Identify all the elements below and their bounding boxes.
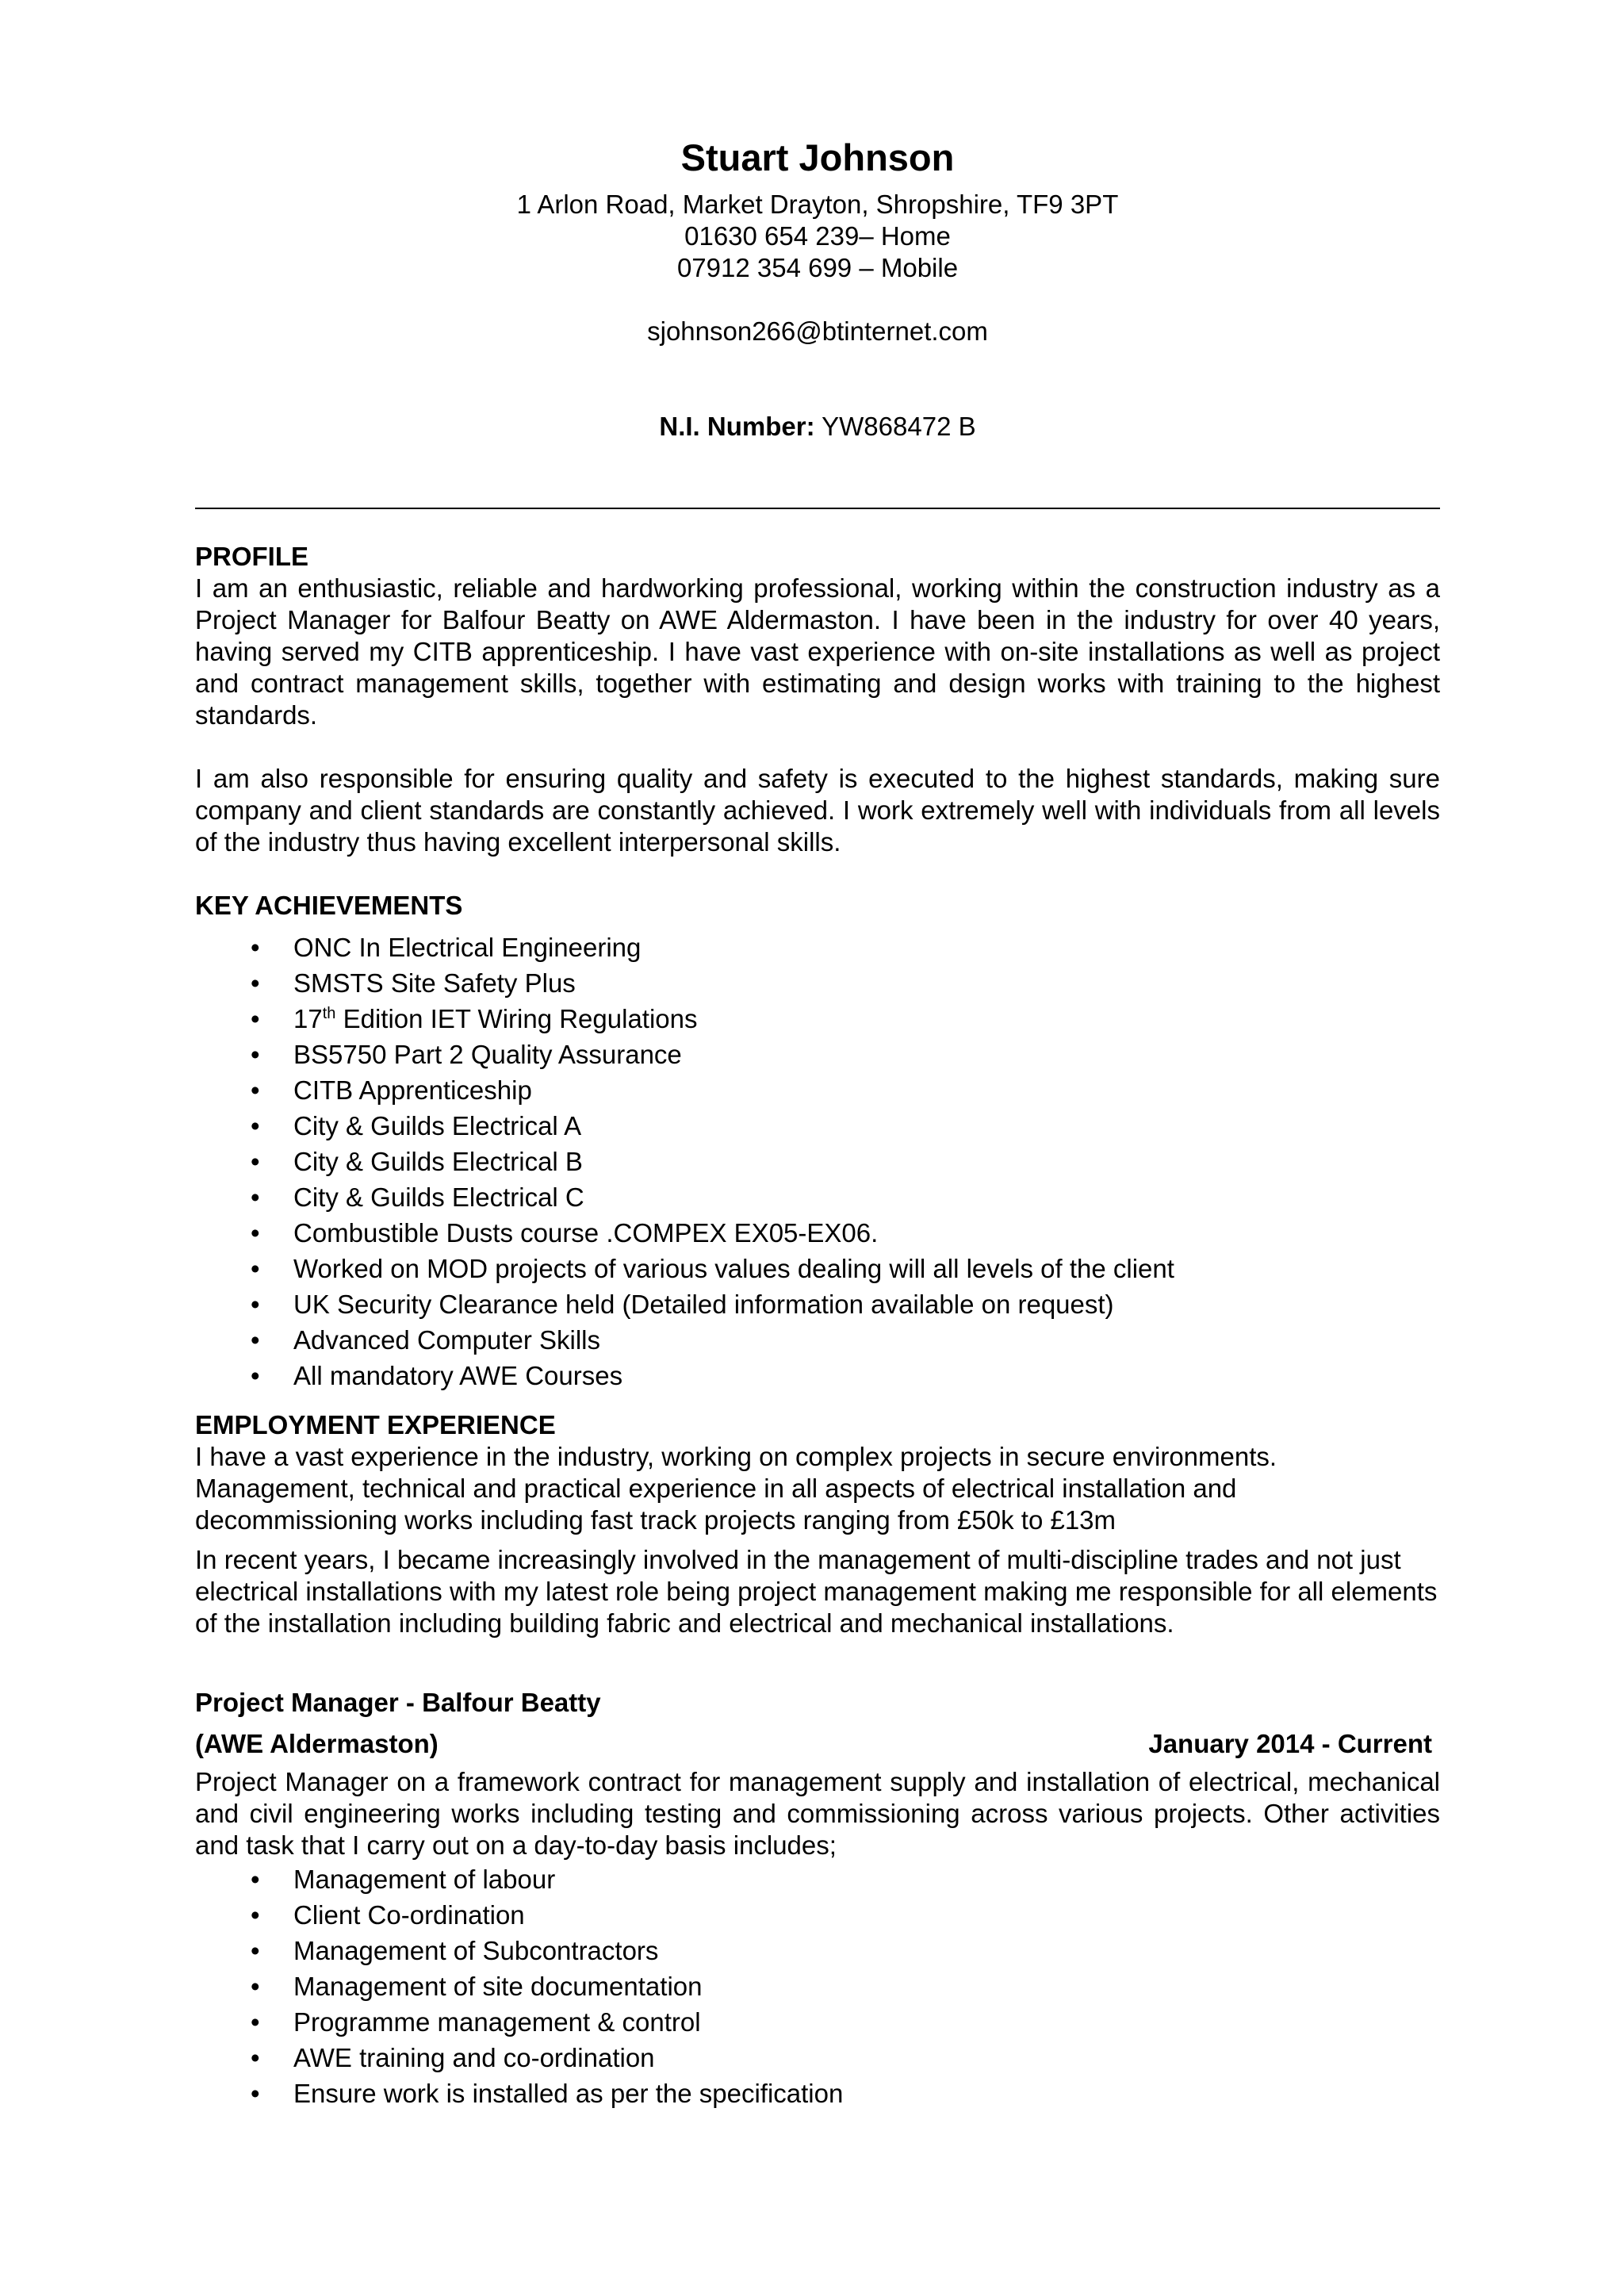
employment-heading: EMPLOYMENT EXPERIENCE	[195, 1410, 556, 1439]
bullet-icon: •	[251, 1147, 260, 1176]
job-title: Project Manager - Balfour Beatty	[195, 1688, 601, 1717]
employment-section	[195, 1409, 1440, 1639]
achievements-heading: KEY ACHIEVEMENTS	[195, 891, 463, 920]
profile-paragraph-1: I am an enthusiastic, reliable and hardworking professional, working within the construction industry as a Project Manager for Balfour Beatty on AWE Aldermaston. I have been in the industry for over 40 years, having served my CITB apprenticeship. I have vast experience with on-site installations as well as project and contract management skills, together with estimating and design works with training to the highest standards.	[195, 573, 1440, 730]
job-entry	[195, 1687, 1440, 2111]
job-description: Project Manager on a framework contract for management supply and installation of electrical, mechanical and civil engineering works including testing and commissioning across various projects. Other activities and task that I carry out on a day-to-day basis includes;	[195, 1767, 1440, 1860]
header-divider	[195, 508, 1440, 509]
superscript: th	[322, 1005, 336, 1022]
bullet-icon: •	[251, 933, 260, 962]
list-item: • All mandatory AWE Courses	[195, 1358, 1440, 1393]
job-duties-list	[195, 1861, 1440, 2111]
achievements-list	[195, 930, 1440, 1393]
bullet-icon: •	[251, 968, 260, 998]
list-item: • BS5750 Part 2 Quality Assurance	[195, 1037, 1440, 1072]
list-item: • City & Guilds Electrical A	[195, 1108, 1440, 1144]
cv-header	[195, 135, 1440, 443]
profile-paragraph-2: I am also responsible for ensuring quality and safety is executed to the highest standards, making sure company and client standards are constantly achieved. I work extremely well with individuals from all levels of the industry thus having excellent interpersonal skills.	[195, 764, 1440, 857]
bullet-icon: •	[251, 2079, 260, 2108]
employment-paragraph-1: I have a vast experience in the industry, working on complex projects in secure environments. Management, technical and practical experience in all aspects of electrical installation and decommissioning works including fast track projects ranging from £50k to £13m	[195, 1442, 1277, 1535]
list-item: • AWE training and co-ordination	[195, 2040, 1440, 2076]
list-item: • Management of Subcontractors	[195, 1933, 1440, 1968]
candidate-name: Stuart Johnson	[680, 136, 955, 178]
list-item: • Management of site documentation	[195, 1968, 1440, 2004]
list-item: • Programme management & control	[195, 2004, 1440, 2040]
job-location: (AWE Aldermaston)	[195, 1729, 439, 1758]
bullet-icon: •	[251, 1254, 260, 1283]
bullet-icon: •	[251, 1936, 260, 1965]
list-item: • CITB Apprenticeship	[195, 1072, 1440, 1108]
address: 1 Arlon Road, Market Drayton, Shropshire, TF9 3PT	[516, 190, 1119, 219]
list-item: • Combustible Dusts course .COMPEX EX05-EX06.	[195, 1215, 1440, 1251]
job-dates: January 2014 - Current	[1148, 1729, 1432, 1758]
bullet-icon: •	[251, 1361, 260, 1390]
list-item: • Client Co-ordination	[195, 1897, 1440, 1933]
list-item: • City & Guilds Electrical B	[195, 1144, 1440, 1179]
bullet-icon: •	[251, 1865, 260, 1894]
bullet-icon: •	[251, 1290, 260, 1319]
phone-home: 01630 654 239– Home	[684, 221, 951, 251]
bullet-icon: •	[251, 1075, 260, 1105]
list-item: • UK Security Clearance held (Detailed information available on request)	[195, 1286, 1440, 1322]
profile-heading: PROFILE	[195, 542, 309, 571]
list-item: • City & Guilds Electrical C	[195, 1179, 1440, 1215]
bullet-icon: •	[251, 1900, 260, 1930]
ni-number-value: YW868472 B	[822, 412, 976, 441]
bullet-icon: •	[251, 1182, 260, 1212]
list-item: • 17th Edition IET Wiring Regulations	[195, 1001, 1440, 1037]
list-item: • Management of labour	[195, 1861, 1440, 1897]
list-item: • SMSTS Site Safety Plus	[195, 965, 1440, 1001]
phone-mobile: 07912 354 699 – Mobile	[676, 253, 959, 282]
job-location-row	[195, 1728, 1440, 1760]
achievements-section	[195, 890, 1440, 1393]
ni-number	[195, 411, 1440, 443]
bullet-icon: •	[251, 2007, 260, 2037]
bullet-icon: •	[251, 1004, 260, 1033]
bullet-icon: •	[251, 2043, 260, 2072]
bullet-icon: •	[251, 1111, 260, 1140]
bullet-icon: •	[251, 1972, 260, 2001]
list-item: • Ensure work is installed as per the specification	[195, 2076, 1440, 2111]
ni-number-label: N.I. Number:	[659, 412, 815, 441]
bullet-icon: •	[251, 1218, 260, 1248]
bullet-icon: •	[251, 1325, 260, 1355]
profile-section	[195, 541, 1440, 858]
list-item: • Worked on MOD projects of various values dealing will all levels of the client	[195, 1251, 1440, 1286]
email-address: sjohnson266@btinternet.com	[647, 316, 988, 346]
list-item: • Advanced Computer Skills	[195, 1322, 1440, 1358]
bullet-icon: •	[251, 1040, 260, 1069]
list-item: • ONC In Electrical Engineering	[195, 930, 1440, 965]
employment-paragraph-2: In recent years, I became increasingly involved in the management of multi-discipline trades and not just electrical installations with my latest role being project management making me responsible for all elements of the installation including building fabric and electrical and mechanical installations.	[195, 1545, 1438, 1638]
